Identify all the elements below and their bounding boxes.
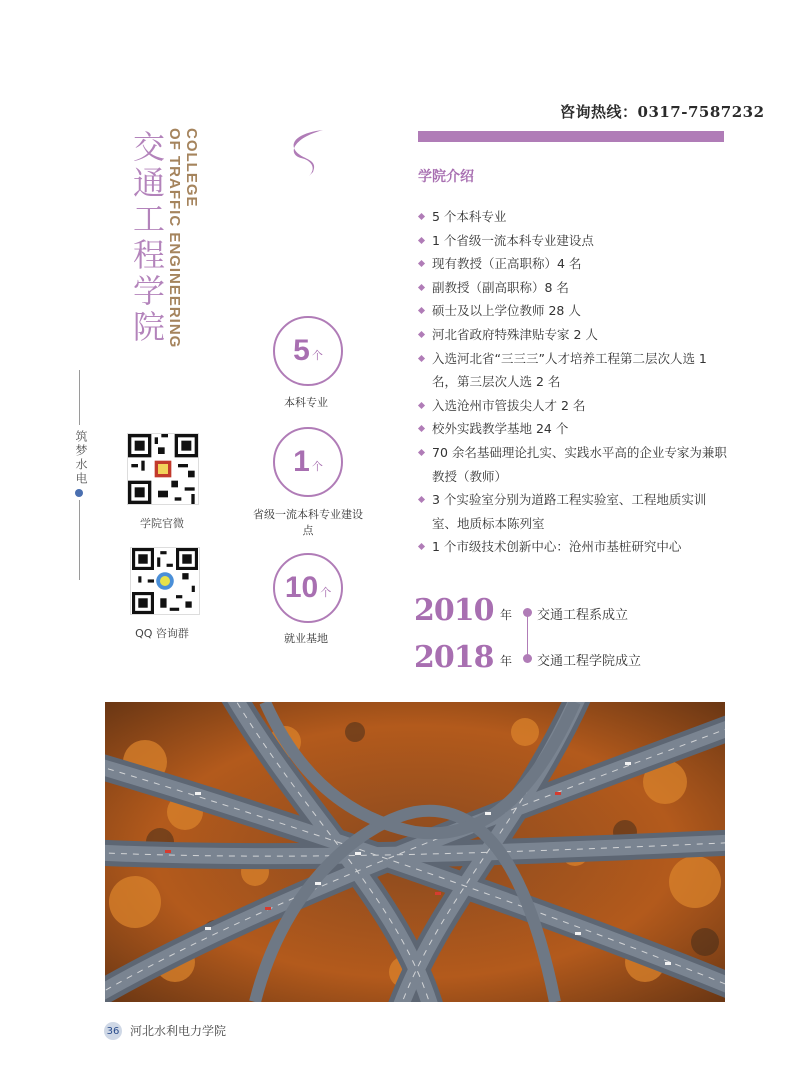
intro-list-item: 入选沧州市管拔尖人才 2 名 — [418, 394, 728, 418]
stat-circle-majors — [273, 316, 343, 386]
intro-list-item: 校外实践教学基地 24 个 — [418, 417, 728, 441]
timeline-year-unit: 年 — [500, 654, 513, 668]
stat-number: 10 — [284, 571, 319, 604]
qq-qr-label: QQ 咨询群 — [135, 627, 189, 640]
stat-label-majors: 本科专业 — [284, 396, 328, 409]
stat-unit: 个 — [320, 586, 332, 599]
footer-school-name: 河北水利电力学院 — [130, 1024, 227, 1038]
timeline-dot — [523, 654, 532, 663]
timeline-connector — [527, 612, 528, 658]
stat-circle-provincial — [273, 427, 343, 497]
interchange-illustration — [105, 702, 725, 1002]
stat-number: 5 — [293, 334, 310, 367]
intro-list-item: 副教授（副高职称）8 名 — [418, 276, 728, 300]
sidebar-line-top — [79, 370, 80, 425]
intro-list-item: 硕士及以上学位教师 28 人 — [418, 299, 728, 323]
sidebar-dot — [75, 489, 83, 497]
intro-list-item: 5 个本科专业 — [418, 205, 728, 229]
timeline-year: 2018 — [414, 640, 494, 675]
college-title-en-line2: OF TRAFFIC ENGINEERING — [166, 128, 183, 349]
intro-list-item: 入选河北省“三三三”人才培养工程第二层次人选 1 名，第三层次人选 2 名 — [418, 347, 728, 394]
interchange-aerial-photo — [105, 702, 725, 1002]
timeline-year: 2010 — [414, 593, 494, 628]
wechat-qr-code — [127, 433, 199, 505]
qq-qr-code — [130, 547, 200, 615]
stat-label-provincial: 省级一流本科专业建设点 — [253, 508, 363, 537]
college-title-en-line1: COLLEGE — [183, 128, 200, 208]
timeline-event: 交通工程系成立 — [537, 608, 629, 623]
qr-pattern — [131, 548, 199, 614]
timeline-year-unit: 年 — [500, 608, 513, 622]
timeline-event: 交通工程学院成立 — [537, 654, 642, 669]
stat-number: 1 — [293, 445, 310, 478]
page-number: 36 — [104, 1022, 122, 1040]
sidebar-line-bottom — [79, 500, 80, 580]
consult-hotline: 咨询热线：0317-7587232 — [560, 103, 765, 121]
stat-circle-employment — [273, 553, 343, 623]
header-accent-bar — [418, 131, 724, 142]
intro-list-item: 3 个实验室分别为道路工程实验室、工程地质实训室、地质标本陈列室 — [418, 488, 728, 535]
college-title-cn: 交通工程学院 — [128, 130, 166, 346]
intro-section-title: 学院介绍 — [418, 169, 474, 185]
intro-list-item: 现有教授（正高职称）4 名 — [418, 252, 728, 276]
intro-list-item: 1 个省级一流本科专业建设点 — [418, 229, 728, 253]
stat-unit: 个 — [311, 460, 323, 473]
road-logo-icon — [283, 128, 327, 178]
stat-label-employment: 就业基地 — [284, 632, 328, 645]
stat-unit: 个 — [311, 349, 323, 362]
intro-list-item: 70 余名基础理论扎实、实践水平高的企业专家为兼职教授（教师） — [418, 441, 728, 488]
qr-pattern — [128, 434, 198, 504]
intro-list-item: 1 个市级技术创新中心：沧州市基桩研究中心 — [418, 535, 728, 559]
intro-list-item: 河北省政府特殊津贴专家 2 人 — [418, 323, 728, 347]
intro-list — [418, 205, 728, 559]
wechat-qr-label: 学院官微 — [140, 517, 184, 530]
sidebar-slogan: 筑梦水电 — [74, 430, 88, 486]
